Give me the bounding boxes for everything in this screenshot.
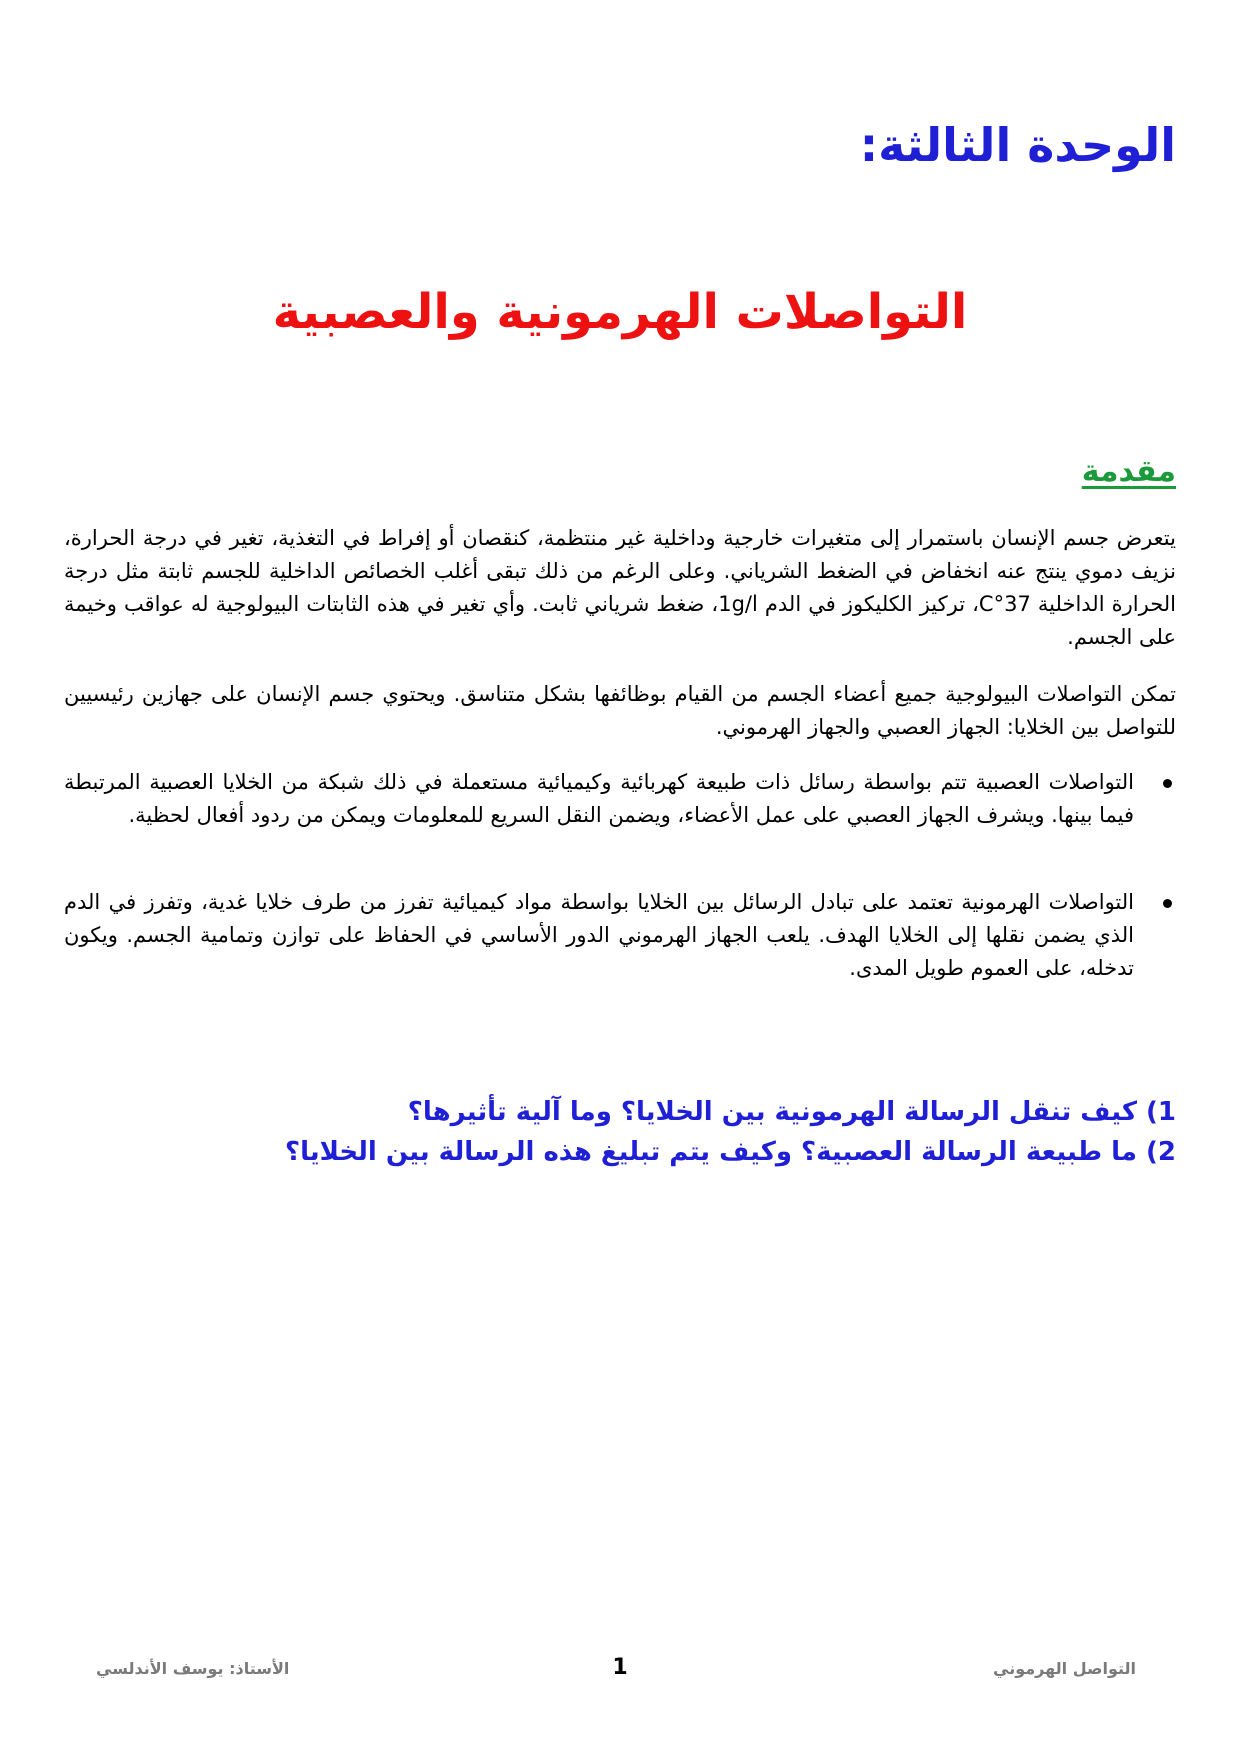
bullet-text-nervous: التواصلات العصبية تتم بواسطة رسائل ذات طبيعة كهربائية وكيميائية مستعملة في ذلك شبكة من الخلايا العصبية المرتبطة فيما بينها. ويشرف الجهاز العصبي على عمل الأعضاء، ويضمن النقل السريع للمعلومات ويمكن من ردود أفعال لحظية. [64, 770, 1134, 827]
introduction-heading: مقدمة [1081, 454, 1176, 489]
bullet-item-nervous [64, 766, 1176, 832]
bullet-list-nervous [64, 766, 1176, 832]
problem-questions [64, 1092, 1176, 1172]
intro-paragraph-2: تمكن التواصلات البيولوجية جميع أعضاء الجسم من القيام بوظائفها بشكل متناسق. ويحتوي جسم الإنسان على جهازين رئيسيين للتواصل بين الخلايا: الجهاز العصبي والجهاز الهرموني. [64, 682, 1176, 739]
intro-paragraph-1: يتعرض جسم الإنسان باستمرار إلى متغيرات خارجية وداخلية غير منتظمة، كنقصان أو إفراط في التغذية، تغير في درجة الحرارة، نزيف دموي ينتج عنه انخفاض في الضغط الشرياني. وعلى الرغم من ذلك تبقى أغلب الخصائص الداخلية للجسم ثابتة مثل درجة الحرارة الداخلية 37°C، تركيز الكليكوز في الدم 1g/l، ضغط شرياني ثابت. وأي تغير في هذه الثابتات البيولوجية له عواقب وخيمة على الجسم. [64, 526, 1176, 649]
footer-author: الأستاذ: يوسف الأندلسي [96, 1659, 290, 1678]
question-1: 1) كيف تنقل الرسالة الهرمونية بين الخلايا؟ وما آلية تأثيرها؟ [407, 1097, 1176, 1127]
page-number: 1 [612, 1655, 628, 1680]
bullet-item-hormonal [64, 886, 1176, 985]
bullet-list-hormonal [64, 886, 1176, 985]
bullet-dot-icon [1163, 779, 1172, 788]
footer-topic: التواصل الهرموني [993, 1659, 1136, 1678]
unit-title: الوحدة الثالثة: [859, 118, 1176, 172]
question-2: 2) ما طبيعة الرسالة العصبية؟ وكيف يتم تبليغ هذه الرسالة بين الخلايا؟ [285, 1137, 1176, 1167]
bullet-text-hormonal: التواصلات الهرمونية تعتمد على تبادل الرسائل بين الخلايا بواسطة مواد كيميائية تفرز من طرف خلايا غدية، وتفرز في الدم الذي يضمن نقلها إلى الخلايا الهدف. يلعب الجهاز الهرموني الدور الأساسي في الحفاظ على توازن وتمامية الجسم. ويكون تدخله، على العموم طويل المدى. [64, 890, 1134, 980]
page-footer [0, 1655, 1240, 1685]
bullet-dot-icon [1163, 899, 1172, 908]
main-title: التواصلات الهرمونية والعصبية [272, 284, 968, 340]
